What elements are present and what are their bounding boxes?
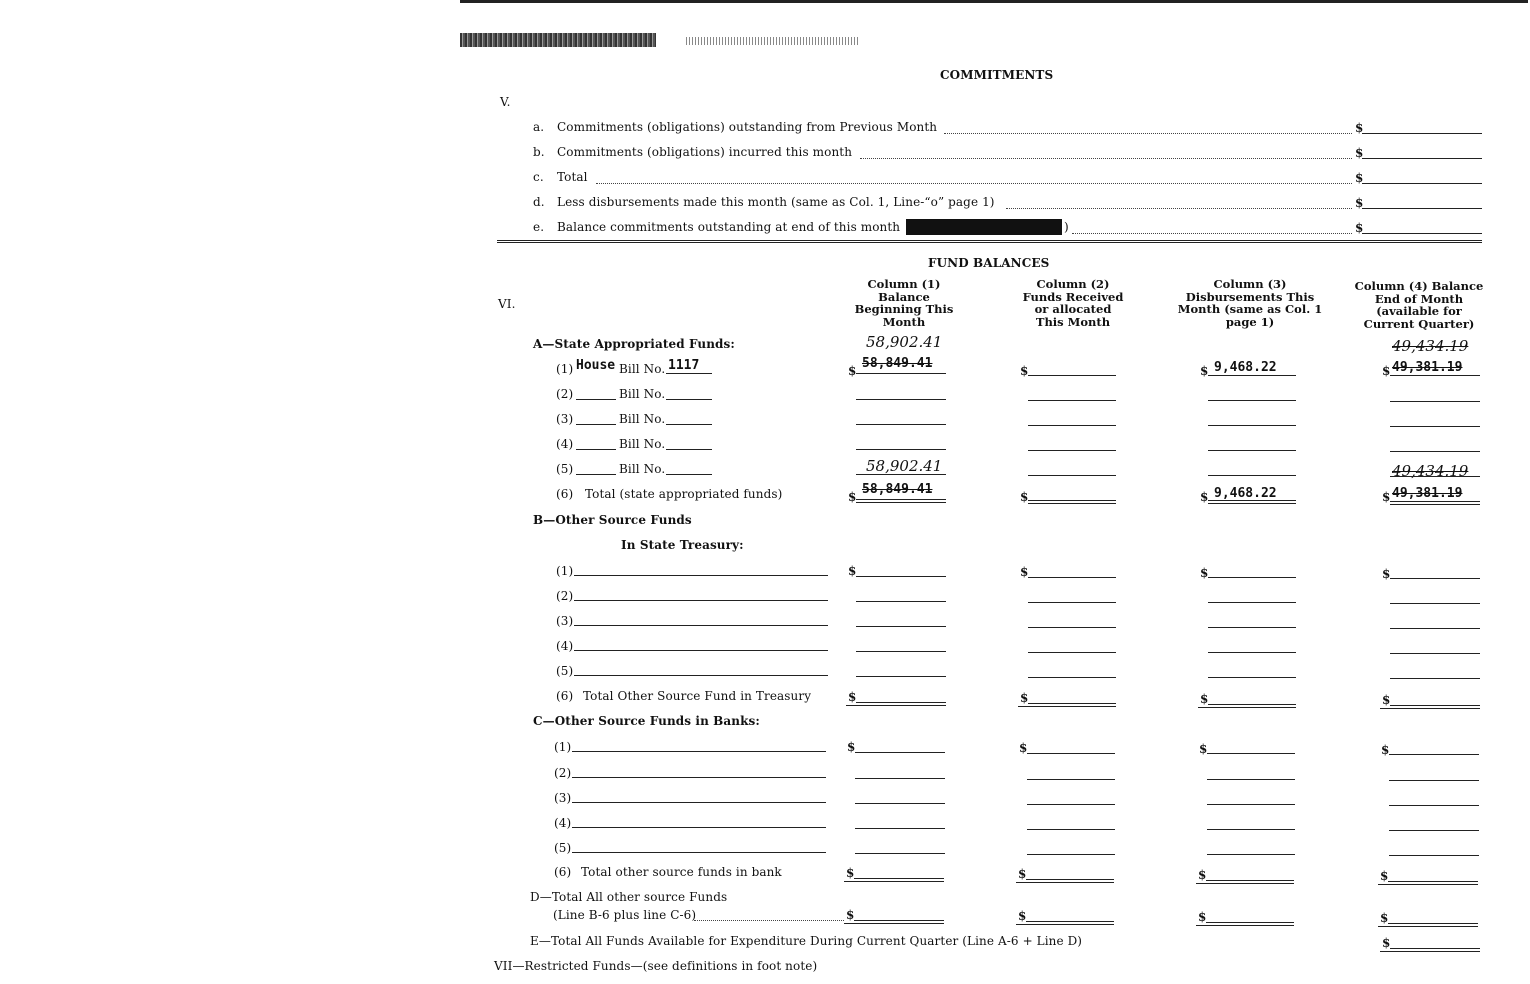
b1-col2-line: [1028, 577, 1116, 578]
b6-label: Total Other Source Fund in Treasury: [583, 689, 812, 703]
commit-a-blank: [1362, 133, 1482, 134]
a1-col3-value: 9,468.22: [1214, 360, 1277, 375]
b6-col1-line2: [846, 705, 946, 706]
c6-col2-line: [1026, 879, 1114, 880]
a1-col3-line: [1208, 375, 1296, 376]
b6-col3-dollar: $: [1200, 692, 1209, 706]
a1-col4-value: 49,381.19: [1392, 360, 1463, 375]
a4-col1-line: [856, 449, 946, 450]
b5-col2-line: [1028, 677, 1116, 678]
b3-col3-line: [1208, 627, 1296, 628]
c2-num: (2): [554, 766, 572, 780]
b6-col2-dollar: $: [1020, 691, 1029, 705]
b1-name-line: [574, 575, 828, 576]
a4-label: Bill No.: [619, 437, 666, 451]
d-col3-dollar: $: [1198, 910, 1207, 924]
a5-label: Bill No.: [619, 462, 666, 476]
a5-col3-line: [1208, 475, 1296, 476]
commit-e-leader: [1072, 233, 1352, 234]
c6-col1-line: [854, 878, 944, 879]
b6-col3-line: [1208, 704, 1296, 705]
b1-col1-dollar: $: [848, 564, 857, 578]
b1-col2-dollar: $: [1020, 565, 1029, 579]
top-border: [460, 0, 1528, 3]
commit-b-dollar: $: [1355, 146, 1364, 160]
a3-col2-line: [1028, 425, 1116, 426]
b2-num: (2): [556, 589, 574, 603]
a2-col4-line: [1390, 401, 1480, 402]
b5-col3-line: [1208, 677, 1296, 678]
b1-num: (1): [556, 564, 574, 578]
c1-num: (1): [554, 740, 572, 754]
b1-col4-line: [1390, 578, 1480, 579]
b3-name-line: [574, 625, 828, 626]
d-col2-dollar: $: [1018, 909, 1027, 923]
a4-col3-line: [1208, 450, 1296, 451]
a1-col1-hand: 58,902.41: [866, 333, 943, 351]
a1-col4-line: [1390, 375, 1480, 376]
c5-name-line: [572, 852, 826, 853]
c1-col4-dollar: $: [1381, 743, 1390, 757]
commit-c-text: Total: [557, 170, 588, 184]
a2-label: Bill No.: [619, 387, 666, 401]
commit-b-text: Commitments (obligations) incurred this month: [557, 145, 853, 159]
col2-header: Column (2) Funds Received or allocated This Month: [1022, 277, 1124, 329]
a3-col1-line: [856, 424, 946, 425]
c4-col2-line: [1027, 829, 1115, 830]
a1-house: House: [576, 358, 616, 373]
c6-num: (6): [554, 865, 572, 879]
c2-col1-line: [855, 778, 945, 779]
b3-num: (3): [556, 614, 574, 628]
c3-col1-line: [855, 803, 945, 804]
a2-col2-line: [1028, 400, 1116, 401]
commit-c-letter: c.: [533, 170, 544, 184]
a6-col1-line2: [856, 502, 946, 503]
b6-num: (6): [556, 689, 574, 703]
b5-name-line: [574, 675, 828, 676]
a4-prefix-line: [576, 449, 616, 450]
a5-prefix-line: [576, 474, 616, 475]
b1-col3-line: [1208, 577, 1296, 578]
commit-c-leader: [596, 183, 1352, 184]
e-col4-line: [1390, 948, 1480, 949]
header-smudge-1: [460, 33, 656, 47]
b6-col2-line: [1028, 703, 1116, 704]
b5-num: (5): [556, 664, 574, 678]
a2-col1-line: [856, 399, 946, 400]
d-col2-line: [1026, 921, 1114, 922]
a5-billno-line: [666, 474, 712, 475]
a1-label: Bill No.: [619, 362, 666, 376]
commitments-title: COMMITMENTS: [940, 68, 1054, 82]
b5-col4-line: [1390, 678, 1480, 679]
a6-col2-dollar: $: [1020, 490, 1029, 504]
redaction-box: [906, 219, 1062, 235]
a6-col4-value: 49,381.19: [1392, 486, 1463, 501]
fund-balances-title: FUND BALANCES: [928, 256, 1050, 270]
a3-col4-line: [1390, 426, 1480, 427]
a6-col2-line: [1028, 500, 1116, 501]
c6-col4-dollar: $: [1380, 869, 1389, 883]
c5-col3-line: [1207, 854, 1295, 855]
e-col4-dollar: $: [1382, 936, 1391, 950]
d-line1: D—Total All other source Funds: [530, 890, 728, 904]
d-col2-line2: [1016, 924, 1114, 925]
a2-prefix-line: [576, 399, 616, 400]
a6-num: (6): [556, 487, 574, 501]
a2-col3-line: [1208, 400, 1296, 401]
c6-col4-line2: [1378, 884, 1478, 885]
col3-header: Column (3) Disbursements This Month (same as Col. 1 page 1): [1177, 277, 1323, 329]
a5-col4-hand: 49,434.19: [1392, 462, 1469, 480]
e-line: E—Total All Funds Available for Expenditure During Current Quarter (Line A-6 + Line D): [530, 934, 1083, 948]
section-a-heading: A—State Appropriated Funds:: [533, 337, 735, 351]
c1-col4-line: [1389, 754, 1479, 755]
section-b-heading: B—Other Source Funds: [533, 513, 692, 527]
a4-billno-line: [666, 449, 712, 450]
b4-col3-line: [1208, 652, 1296, 653]
commit-e-letter: e.: [533, 220, 545, 234]
a6-col1-line: [856, 499, 946, 500]
b6-col4-line2: [1380, 708, 1480, 709]
d-col4-line2: [1378, 926, 1478, 927]
b6-col1-dollar: $: [848, 690, 857, 704]
a1-billno-line: [666, 373, 712, 374]
b2-name-line: [574, 600, 828, 601]
commit-a-text: Commitments (obligations) outstanding from Previous Month: [557, 120, 938, 134]
b1-col1-line: [856, 576, 946, 577]
section-divider: [497, 240, 1482, 243]
a1-num: (1): [556, 362, 574, 376]
commit-b-letter: b.: [533, 145, 545, 159]
a6-col1-value: 58,849.41: [862, 482, 933, 497]
c6-col2-dollar: $: [1018, 867, 1027, 881]
commit-a-dollar: $: [1355, 121, 1364, 135]
d-col1-line: [854, 920, 944, 921]
a5-col2-line: [1028, 475, 1116, 476]
a1-col1-value: 58,849.41: [862, 356, 933, 371]
c1-name-line: [572, 751, 826, 752]
b3-col1-line: [856, 626, 946, 627]
d-col4-dollar: $: [1380, 911, 1389, 925]
c3-col3-line: [1207, 804, 1295, 805]
c3-col2-line: [1027, 804, 1115, 805]
a6-col2-line2: [1028, 503, 1116, 504]
a3-label: Bill No.: [619, 412, 666, 426]
c4-col3-line: [1207, 829, 1295, 830]
section-b-sub: In State Treasury:: [621, 538, 744, 552]
col1-header: Column (1) Balance Beginning This Month: [854, 277, 954, 329]
c1-col2-line: [1027, 753, 1115, 754]
b5-col1-line: [856, 676, 946, 677]
a4-col2-line: [1028, 450, 1116, 451]
a5-col4-line: [1390, 476, 1480, 477]
a6-col3-line2: [1208, 503, 1296, 504]
col4-header: Column (4) Balance End of Month (available for Current Quarter): [1354, 279, 1484, 331]
c5-num: (5): [554, 841, 572, 855]
b4-col4-line: [1390, 653, 1480, 654]
b4-col1-line: [856, 651, 946, 652]
d-leader: [694, 920, 844, 921]
c2-col4-line: [1389, 780, 1479, 781]
commit-e-paren: ): [1064, 220, 1069, 234]
b3-col4-line: [1390, 628, 1480, 629]
d-col1-line2: [844, 923, 944, 924]
a1-billno: 1117: [668, 358, 700, 373]
c6-col1-line2: [844, 881, 944, 882]
c2-name-line: [572, 777, 826, 778]
a1-col4-hand: 49,434.19: [1392, 337, 1469, 355]
c1-col1-line: [855, 752, 945, 753]
c2-col2-line: [1027, 779, 1115, 780]
a6-col3-value: 9,468.22: [1214, 486, 1277, 501]
a3-prefix-line: [576, 424, 616, 425]
section-vi: VI.: [498, 297, 516, 311]
commit-d-dollar: $: [1355, 196, 1364, 210]
restricted-funds: VII—Restricted Funds—(see definitions in foot note): [494, 959, 818, 973]
a1-col1-dollar: $: [848, 364, 857, 378]
b1-col3-dollar: $: [1200, 566, 1209, 580]
c6-col4-line: [1388, 881, 1478, 882]
c1-col1-dollar: $: [847, 740, 856, 754]
a1-col2-dollar: $: [1020, 364, 1029, 378]
b6-col2-line2: [1018, 706, 1116, 707]
c3-num: (3): [554, 791, 572, 805]
a5-col1-line: [856, 474, 946, 475]
a4-col4-line: [1390, 451, 1480, 452]
commit-a-leader: [944, 133, 1352, 134]
a6-col4-dollar: $: [1382, 490, 1391, 504]
d-col3-line: [1206, 922, 1294, 923]
commit-c-dollar: $: [1355, 171, 1364, 185]
commit-d-letter: d.: [533, 195, 545, 209]
commit-b-leader: [860, 158, 1352, 159]
commit-e-dollar: $: [1355, 221, 1364, 235]
a6-col3-line: [1208, 500, 1296, 501]
a3-col3-line: [1208, 425, 1296, 426]
a1-col4-dollar: $: [1382, 364, 1391, 378]
a2-billno-line: [666, 399, 712, 400]
a6-col4-line2: [1390, 504, 1480, 505]
a3-num: (3): [556, 412, 574, 426]
b2-col4-line: [1390, 603, 1480, 604]
b4-num: (4): [556, 639, 574, 653]
section-c-heading: C—Other Source Funds in Banks:: [533, 714, 760, 728]
c5-col2-line: [1027, 854, 1115, 855]
a6-label: Total (state appropriated funds): [585, 487, 783, 501]
c6-col2-line2: [1016, 882, 1114, 883]
b6-col4-line: [1390, 705, 1480, 706]
c6-col3-dollar: $: [1198, 868, 1207, 882]
d-line2: (Line B-6 plus line C-6): [553, 908, 697, 922]
c6-label: Total other source funds in bank: [581, 865, 782, 879]
a1-col1-line: [856, 373, 946, 374]
commit-a-letter: a.: [533, 120, 545, 134]
a1-col3-dollar: $: [1200, 364, 1209, 378]
c4-num: (4): [554, 816, 572, 830]
c6-col3-line2: [1196, 883, 1294, 884]
commit-b-blank: [1362, 158, 1482, 159]
b4-name-line: [574, 650, 828, 651]
e-col4-line2: [1380, 951, 1480, 952]
c1-col2-dollar: $: [1019, 741, 1028, 755]
a1-col2-line: [1028, 375, 1116, 376]
a6-col3-dollar: $: [1200, 490, 1209, 504]
c5-col1-line: [855, 853, 945, 854]
b6-col3-line2: [1198, 707, 1296, 708]
c3-col4-line: [1389, 805, 1479, 806]
a6-col4-line: [1390, 501, 1480, 502]
c1-col3-dollar: $: [1199, 742, 1208, 756]
header-smudge-2: [686, 37, 858, 45]
section-v: V.: [500, 95, 511, 109]
d-col1-dollar: $: [846, 908, 855, 922]
c3-name-line: [572, 802, 826, 803]
commit-e-text: Balance commitments outstanding at end of this month: [557, 220, 901, 234]
c6-col1-dollar: $: [846, 866, 855, 880]
c5-col4-line: [1389, 855, 1479, 856]
c2-col3-line: [1207, 779, 1295, 780]
a3-billno-line: [666, 424, 712, 425]
a2-num: (2): [556, 387, 574, 401]
b6-col4-dollar: $: [1382, 693, 1391, 707]
d-col4-line: [1388, 923, 1478, 924]
a4-num: (4): [556, 437, 574, 451]
commit-d-text: Less disbursements made this month (same as Col. 1, Line-“o” page 1): [557, 195, 995, 209]
b2-col1-line: [856, 601, 946, 602]
b1-col4-dollar: $: [1382, 567, 1391, 581]
commit-c-blank: [1362, 183, 1482, 184]
a5-num: (5): [556, 462, 574, 476]
b4-col2-line: [1028, 652, 1116, 653]
commit-e-blank: [1362, 233, 1482, 234]
b2-col2-line: [1028, 602, 1116, 603]
c6-col3-line: [1206, 880, 1294, 881]
c4-name-line: [572, 827, 826, 828]
b2-col3-line: [1208, 602, 1296, 603]
c4-col1-line: [855, 828, 945, 829]
b6-col1-line: [856, 702, 946, 703]
c4-col4-line: [1389, 830, 1479, 831]
commit-d-blank: [1362, 208, 1482, 209]
commit-d-leader: [1006, 208, 1352, 209]
c1-col3-line: [1207, 753, 1295, 754]
d-col3-line2: [1196, 925, 1294, 926]
a5-col1-hand: 58,902.41: [866, 457, 943, 475]
b3-col2-line: [1028, 627, 1116, 628]
a6-col1-dollar: $: [848, 490, 857, 504]
